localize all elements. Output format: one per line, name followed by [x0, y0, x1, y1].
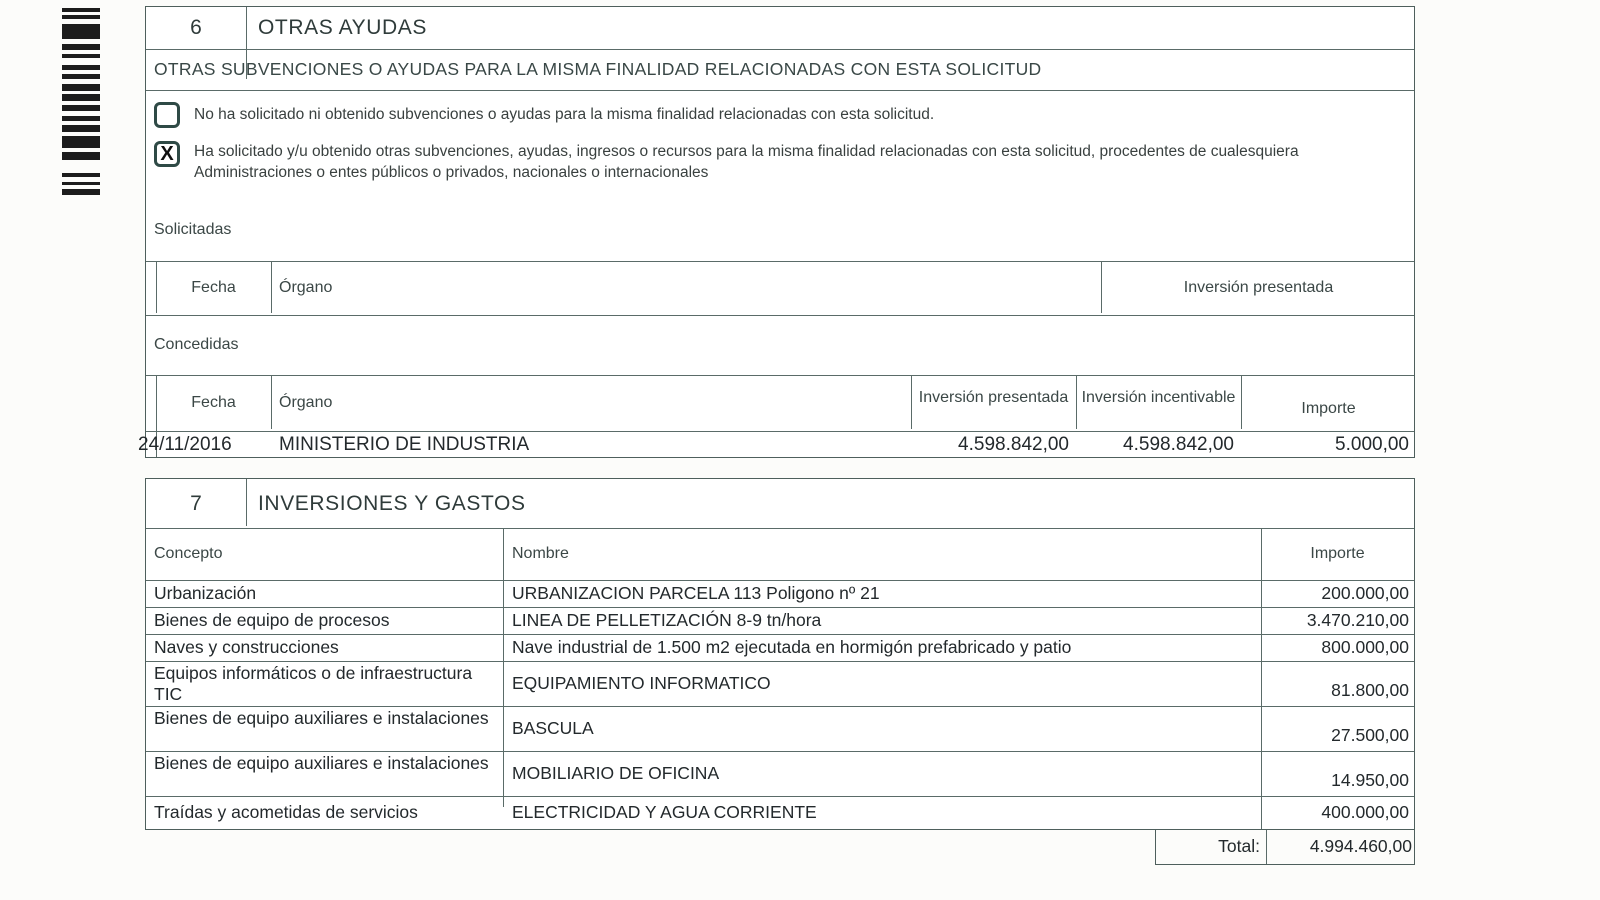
concedidas-cell-fecha: 24/11/2016 — [138, 434, 232, 455]
barcode — [62, 8, 100, 198]
row-concepto: Naves y construcciones — [154, 637, 339, 657]
concedidas-cell-organo: MINISTERIO DE INDUSTRIA — [279, 434, 530, 455]
section-7-col-nombre: Nombre — [512, 545, 569, 562]
row-nombre: URBANIZACION PARCELA 113 Poligono nº 21 — [512, 583, 880, 603]
section-6-title: OTRAS AYUDAS — [258, 16, 428, 39]
divider — [503, 528, 504, 807]
divider — [1266, 830, 1267, 864]
divider — [246, 479, 247, 526]
row-importe: 800.000,00 — [1321, 637, 1409, 657]
checkbox-mark-x: X — [160, 143, 174, 165]
row-nombre: ELECTRICIDAD Y AGUA CORRIENTE — [512, 802, 817, 822]
divider — [271, 261, 272, 313]
option-label-no-solicitado: No ha solicitado ni obtenido subvenciones o ayudas para la misma finalidad relacionadas con esta solicitud. — [194, 106, 935, 124]
concedidas-col-inversion-presentada: Inversión presentada — [918, 389, 1069, 406]
total-value: 4.994.460,00 — [1309, 836, 1412, 856]
solicitadas-col-inversion-presentada: Inversión presentada — [1183, 279, 1334, 296]
divider — [146, 315, 1414, 316]
row-importe: 27.500,00 — [1331, 724, 1409, 745]
section-6-subtitle: OTRAS SUBVENCIONES O AYUDAS PARA LA MISMA FINALIDAD RELACIONADAS CON ESTA SOLICITUD — [154, 59, 1042, 79]
row-importe: 400.000,00 — [1321, 802, 1409, 822]
row-importe: 14.950,00 — [1331, 769, 1409, 790]
concedidas-col-fecha: Fecha — [191, 394, 236, 411]
row-concepto: Bienes de equipo de procesos — [154, 610, 390, 630]
checkbox-no-solicitado[interactable] — [154, 102, 186, 132]
row-importe: 81.800,00 — [1331, 679, 1409, 700]
row-concepto: Equipos informáticos o de infraestructura TIC — [154, 663, 473, 704]
row-nombre: MOBILIARIO DE OFICINA — [512, 763, 720, 783]
section-6-otras-ayudas — [138, 6, 1415, 458]
row-nombre: Nave industrial de 1.500 m2 ejecutada en hormigón prefabricado y patio — [512, 637, 1072, 657]
solicitadas-col-organo: Órgano — [279, 279, 333, 296]
concedidas-label: Concedidas — [154, 336, 239, 353]
checkbox-ha-solicitado[interactable] — [154, 141, 186, 171]
divider — [146, 90, 1414, 91]
section-7-inversiones-y-gastos — [145, 478, 1415, 830]
solicitadas-col-fecha: Fecha — [191, 279, 236, 296]
row-concepto: Urbanización — [154, 583, 257, 603]
section-7-col-concepto: Concepto — [154, 545, 223, 562]
concedidas-col-organo: Órgano — [279, 394, 333, 411]
concedidas-col-inversion-incentivable: Inversión incentivable — [1081, 389, 1236, 406]
row-concepto: Bienes de equipo auxiliares e instalaciones — [154, 753, 489, 773]
row-importe: 200.000,00 — [1321, 583, 1409, 603]
section-7-col-importe: Importe — [1310, 545, 1365, 562]
concedidas-cell-inversion-incentivable: 4.598.842,00 — [1123, 434, 1234, 455]
row-concepto: Bienes de equipo auxiliares e instalaciones — [154, 708, 489, 728]
section-6-number: 6 — [190, 16, 202, 39]
row-concepto: Traídas y acometidas de servicios — [154, 802, 418, 822]
concedidas-cell-inversion-presentada: 4.598.842,00 — [958, 434, 1069, 455]
concedidas-cell-importe: 5.000,00 — [1335, 434, 1409, 455]
section-7-title: INVERSIONES Y GASTOS — [258, 491, 526, 515]
section-7-number: 7 — [190, 491, 202, 515]
row-nombre: BASCULA — [512, 718, 594, 738]
concedidas-col-importe: Importe — [1301, 400, 1356, 417]
row-nombre: LINEA DE PELLETIZACIÓN 8-9 tn/hora — [512, 610, 822, 630]
row-importe: 3.470.210,00 — [1306, 610, 1409, 630]
divider — [271, 375, 272, 429]
option-label-ha-solicitado: Ha solicitado y/u obtenido otras subvenciones, ayudas, ingresos o recursos para la misma finalidad relacionadas con esta solicitud, procedentes de cualesquiera Administraciones o entes públicos o privados, nacionales o internacionales — [194, 143, 1299, 182]
row-nombre: EQUIPAMIENTO INFORMATICO — [512, 673, 771, 693]
total-label: Total: — [1218, 836, 1260, 856]
total-row — [1155, 830, 1415, 865]
solicitadas-label: Solicitadas — [154, 221, 232, 238]
